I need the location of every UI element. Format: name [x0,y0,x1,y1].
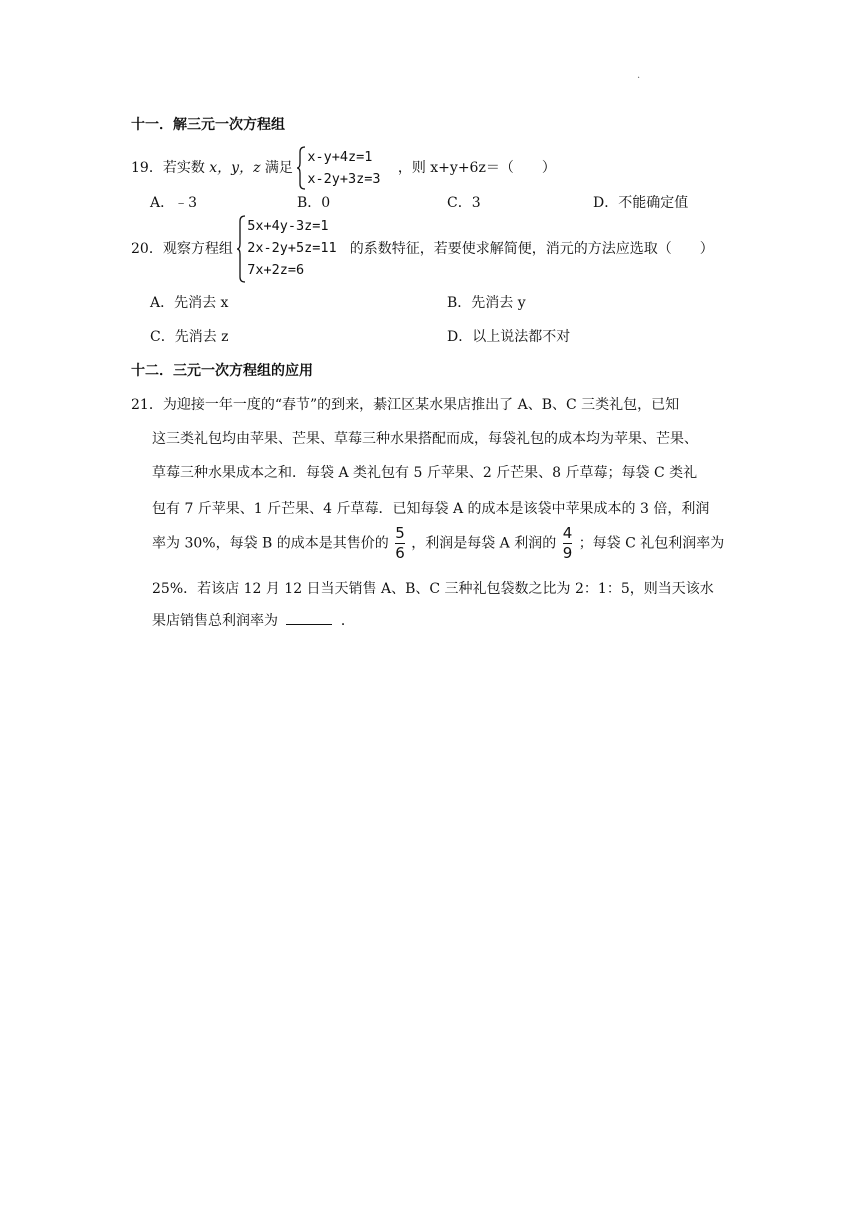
q21-line-1: 21．为迎接一年一度的“春节”的到来，綦江区某水果店推出了 A、B、C 三类礼包，已知 [131,397,680,413]
q19-system [297,146,393,190]
section-12-heading: 十二．三元一次方程组的应用 [131,363,313,379]
fraction-5-6: $\frac{5}{6}$ [395,524,405,562]
q21-line-2: 这三类礼包均由苹果、芒果、草莓三种水果搭配而成，每袋礼包的成本均为苹果、芒果、 [152,431,698,447]
q20-option-c: C．先消去 z [150,329,229,345]
q21-line-5b: ，利润是每袋 A 利润的 [411,535,557,552]
q21-line-4: 包有 7 斤苹果、1 斤芒果、4 斤草莓．已知每袋 A 的成本是该袋中苹果成本的 3 倍，利润 [152,501,710,517]
q19-option-b: B．0 [297,195,331,211]
q21-line-7 [152,610,355,630]
q19-prefix: 19．若实数 [131,160,205,176]
q19-mid: 满足 [264,160,293,176]
q21-line-7a: 果店销售总利润率为 [152,613,278,629]
section-11-heading: 十一．解三元一次方程组 [131,117,285,133]
q21-line-5a: 率为 30%，每袋 B 的成本是其售价的 [152,535,389,552]
q19-equation-2: x-2y+3z=3 [307,171,381,187]
q20-option-a: A．先消去 x [150,295,229,311]
q20-suffix: 的系数特征，若要使求解简便，消元的方法应选取（ ） [349,241,714,257]
q19-vars: x，y，z [209,160,261,176]
page-mark: . [637,70,641,81]
q19-option-d: D．不能确定值 [593,195,689,211]
q20-system [237,215,345,283]
q20-equation-2: 2x-2y+5z=11 [247,240,337,256]
left-brace-icon [237,215,247,283]
q20-equation-3: 7x+2z=6 [247,262,305,278]
fraction-4-9: $\frac{4}{9}$ [562,524,573,562]
q21-line-3: 草莓三种水果成本之和．每袋 A 类礼包有 5 斤苹果、2 斤芒果、8 斤草莓；每袋 C 类礼 [152,465,698,481]
q21-line-6: 25%．若该店 12 月 12 日当天销售 A、B、C 三种礼包袋数之比为 2：1：5，则当天该水 [152,581,714,597]
q19-option-a: A．﹣3 [150,195,198,211]
q19-equation-1: x-y+4z=1 [307,149,373,165]
q20-option-d: D．以上说法都不对 [447,329,571,345]
left-brace-icon [297,146,307,190]
question-19 [131,146,556,190]
q20-option-b: B．先消去 y [447,295,526,311]
q20-equation-1: 5x+4y-3z=1 [247,218,329,234]
question-20 [131,215,714,283]
q19-option-c: C．3 [447,195,481,211]
q21-line-5 [152,525,724,562]
answer-blank [286,612,332,625]
q19-suffix: ，则 x+y+6z＝（ ） [397,160,556,176]
q21-line-7b: ． [340,613,355,629]
q20-prefix: 20．观察方程组 [131,241,233,257]
q21-line-5c: ；每袋 C 礼包利润率为 [578,535,725,552]
